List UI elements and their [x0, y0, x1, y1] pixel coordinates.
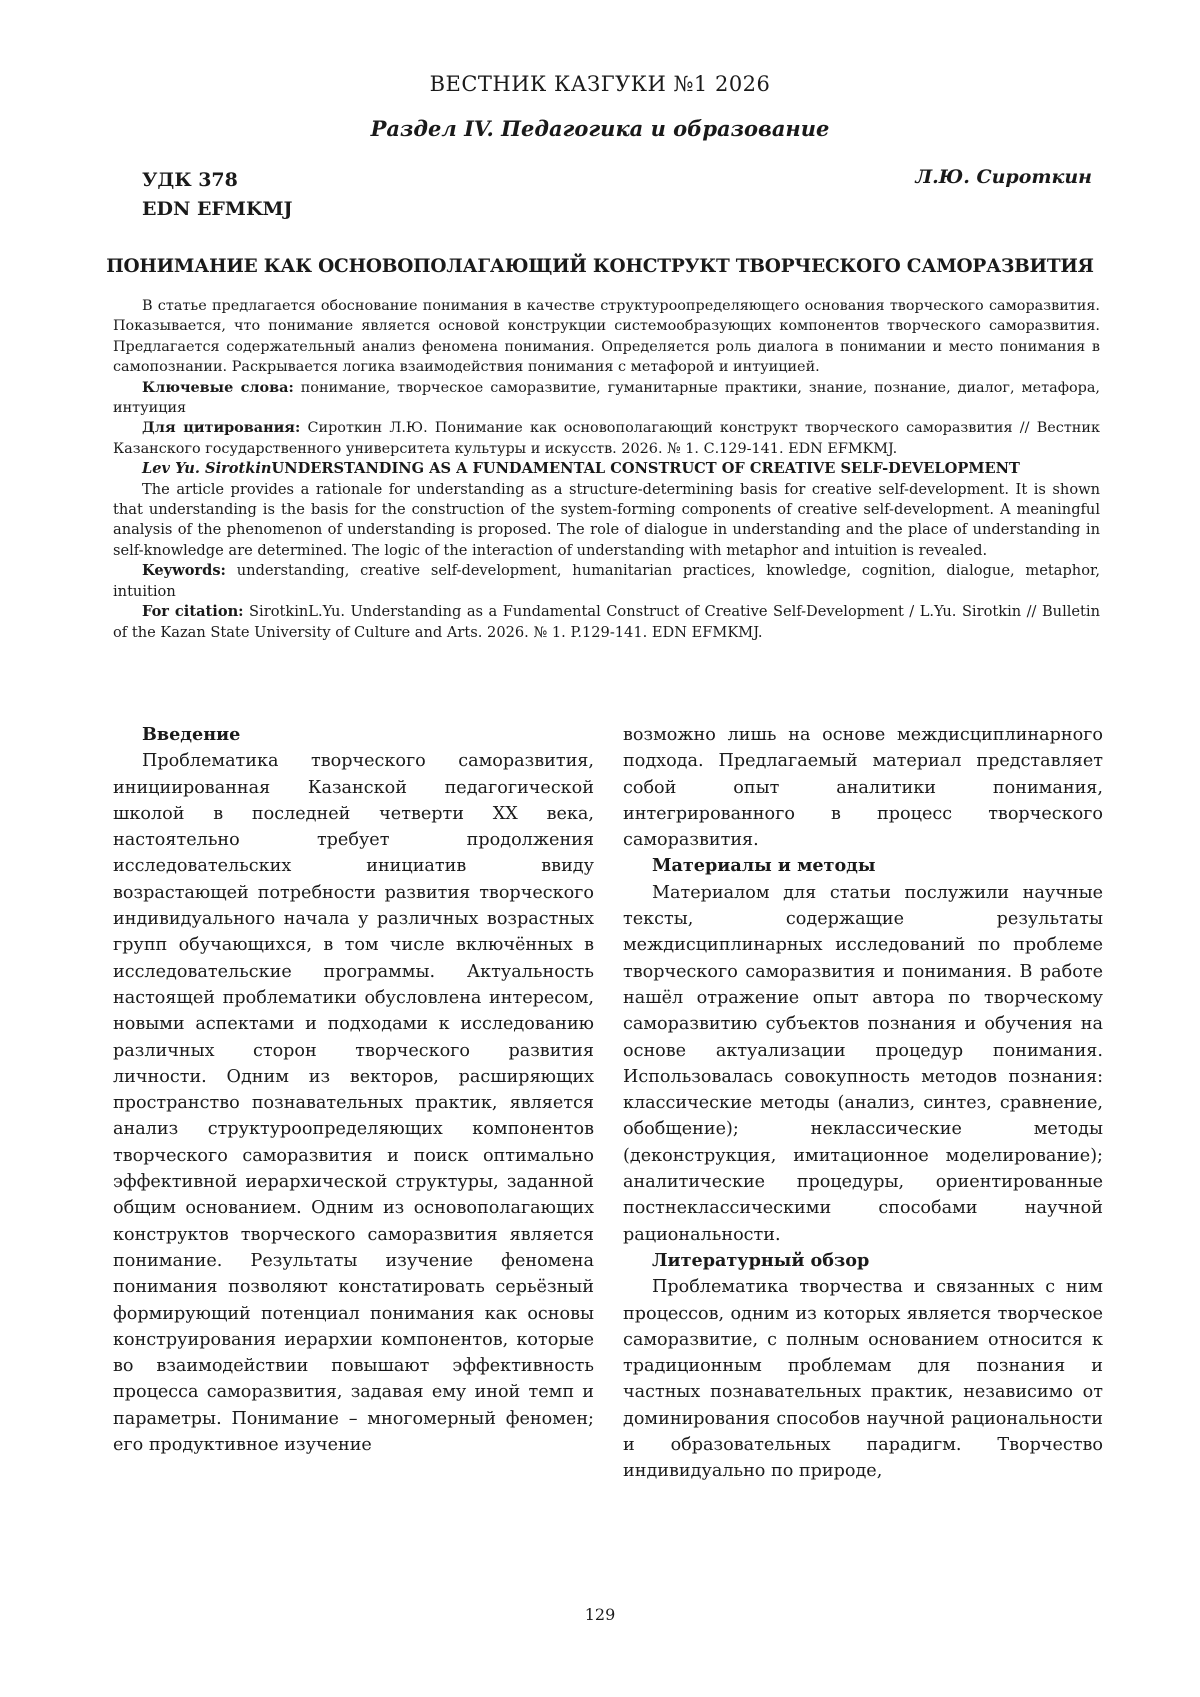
abstract-ru: В статье предлагается обоснование понимания в качестве структуроопределяющего основания творческого саморазвития. Показывается, что понимание является основой конструкции системообразующих компонентов творческого саморазвития. Предлагается содержательный анализ феномена понимания. Определяется роль диалога в понимании и место понимания в самопознании. Раскрывается логика взаимодействия понимания с метафорой и интуицией. — [113, 298, 1100, 376]
abstract-en: The article provides a rationale for understanding as a structure-determining basis for creative self-development. It is shown that understanding is the basis for the construction of the system-forming components of creative self-development. A meaningful analysis of the phenomenon of understanding is proposed. The role of dialogue in understanding and the place of understanding in self-knowledge are determined. The logic of the interaction of understanding with metaphor and intuition is revealed. — [113, 480, 1100, 559]
keywords-en — [113, 561, 1100, 602]
methods-paragraph: Материалом для статьи послужили научные тексты, содержащие результаты междисциплинарных исследований по проблеме творческого саморазвития и понимания. В работе нашёл отражение опыт автора по творческому саморазвитию субъектов познания и обучения на основе актуализации процедур понимания. Использовалась совокупность методов познания: классические методы (анализ, синтез, сравнение, обобщение); неклассические методы (деконструкция, имитационное моделирование); аналитические процедуры, ориентированные постнеклассическими способами научной рациональности. — [623, 882, 1103, 1245]
citation-ru — [113, 418, 1100, 459]
left-column — [113, 722, 594, 1458]
english-author: Lev Yu. Sirotkin — [142, 460, 272, 478]
citation-en — [113, 602, 1100, 643]
intro-heading: Введение — [142, 724, 241, 745]
udk-block — [142, 166, 292, 224]
english-title-line — [113, 459, 1100, 479]
section-heading: Раздел IV. Педагогика и образование — [370, 116, 830, 141]
keywords-ru — [113, 378, 1100, 419]
page-number: 129 — [584, 1605, 616, 1624]
review-paragraph: Проблематика творчества и связанных с ним процессов, одним из которых является творческое саморазвитие, с полным основанием относится к традиционным проблемам для познания и частных познавательных практик, независимо от доминирования способов научной рациональности и образовательных парадигм. Творчество индивидуально по природе, — [623, 1277, 1103, 1482]
review-heading: Литературный обзор — [652, 1249, 870, 1271]
keywords-en-label: Keywords: — [142, 562, 226, 580]
citation-ru-label: Для цитирования: — [142, 419, 301, 437]
keywords-en-text: understanding, creative self-development, humanitarian practices, knowledge, cognition, dialogue, metaphor, intuition — [113, 562, 1100, 600]
intro-paragraph: Проблематика творческого саморазвития, инициированная Казанской педагогической школой в последней четверти ХХ века, настоятельно требует продолжения исследовательских инициатив ввиду возрастающей потребности развития творческого индивидуального начала у различных возрастных групп обучающихся, в том числе включённых в исследовательские программы. Актуальность настоящей проблематики обусловлена интересом, новыми аспектами и подходами к исследованию различных сторон творческого развития личности. Одним из векторов, расширяющих пространство познавательных практик, является анализ структуроопределяющих компонентов творческого саморазвития и поиск оптимально эффективной иерархической структуры, заданной общим основанием. Одним из основополагающих конструктов творческого саморазвития является понимание. Результаты изучение феномена понимания позволяют констатировать серьёзный формирующий потенциал понимания как основы конструирования иерархии компонентов, которые во взаимодействии повышают эффективность процесса саморазвития, задавая ему иной темп и параметры. Понимание – многомерный феномен; его продуктивное изучение — [113, 751, 594, 1456]
abstract-block — [113, 296, 1100, 643]
article-title: ПОНИМАНИЕ КАК ОСНОВОПОЛАГАЮЩИЙ КОНСТРУКТ ТВОРЧЕСКОГО САМОРАЗВИТИЯ — [106, 256, 1094, 277]
intro-continuation: возможно лишь на основе междисциплинарного подхода. Предлагаемый материал представляет собой опыт аналитики понимания, интегрированного в процесс творческого саморазвития. — [623, 725, 1103, 851]
right-column — [623, 722, 1103, 1485]
journal-header: ВЕСТНИК КАЗГУКИ №1 2026 — [429, 72, 771, 96]
citation-en-text: SirotkinL.Yu. Understanding as a Fundamental Construct of Creative Self-Development / L.Yu. Sirotkin // Bulletin of the Kazan State University of Culture and Arts. 2026. № 1. P.129-141. EDN EFMKMJ. — [113, 603, 1100, 641]
methods-heading: Материалы и методы — [652, 855, 876, 877]
author-name: Л.Ю. Сироткин — [915, 166, 1092, 188]
english-title: UNDERSTANDING AS A FUNDAMENTAL CONSTRUCT OF CREATIVE SELF-DEVELOPMENT — [271, 460, 1020, 478]
udk-code: УДК 378 — [142, 169, 238, 191]
citation-en-label: For citation: — [142, 603, 244, 621]
keywords-ru-label: Ключевые слова: — [142, 378, 294, 396]
keywords-ru-text: понимание, творческое саморазвитие, гуманитарные практики, знание, познание, диалог, метафора, интуиция — [113, 379, 1100, 417]
citation-ru-text: Сироткин Л.Ю. Понимание как основополагающий конструкт творческого саморазвития // Вестник Казанского государственного университета культуры и искусств. 2026. № 1. С.129-141. EDN EFMKMJ. — [113, 420, 1100, 457]
edn-code: EDN EFMKMJ — [142, 198, 293, 220]
